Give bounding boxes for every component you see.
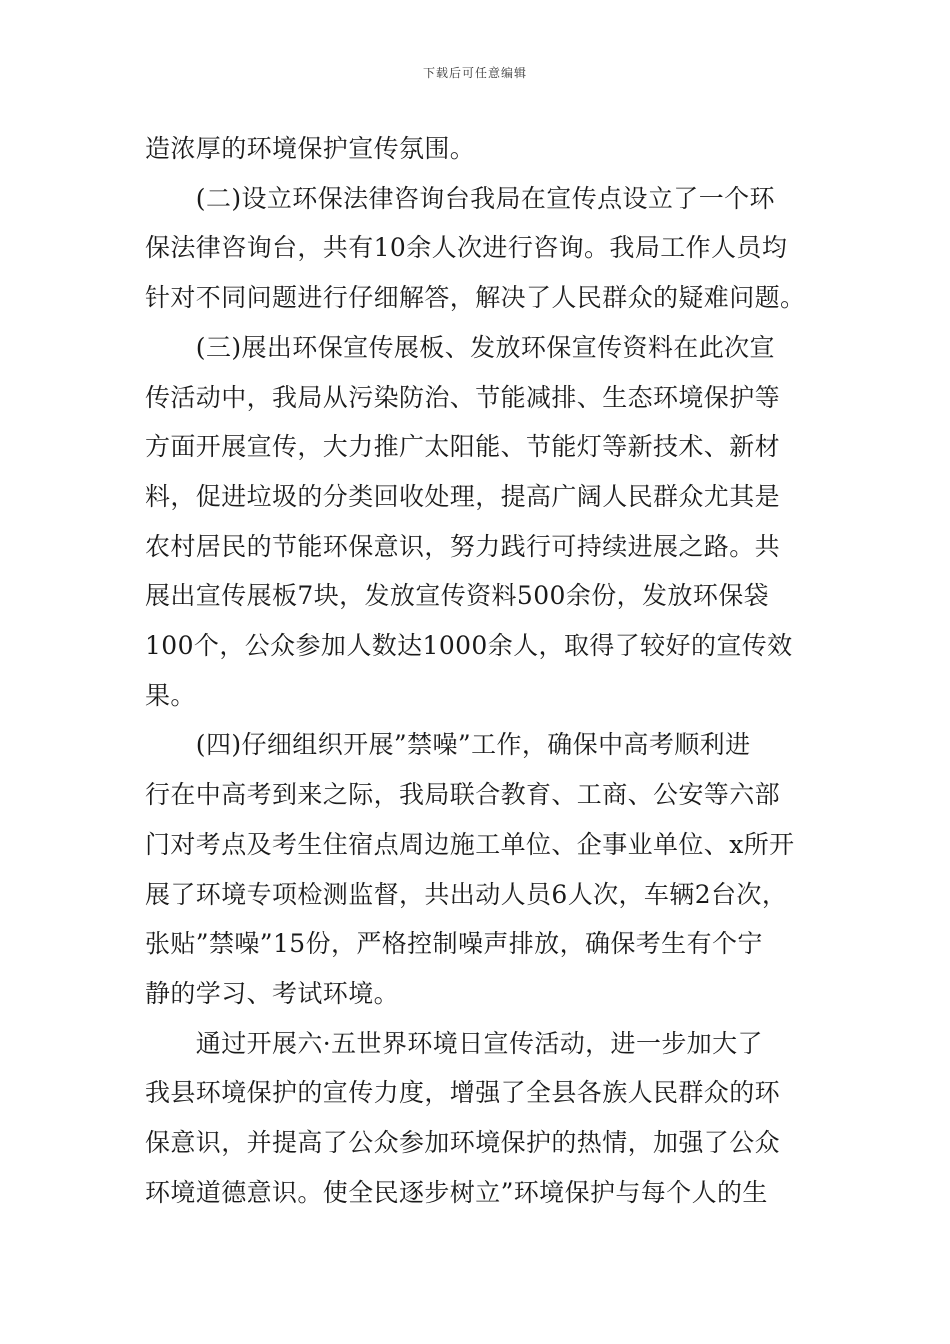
paragraph-noise-control: (四)仔细组织开展”禁噪”工作，确保中高考顺利进 行在中高考到来之际，我局联合教育、工商、公安等六部 门对考点及考生住宿点周边施工单位、企事业单位、x所开 展了环境专项检测监督，共出动人员6人次，车辆2台次， 张贴”禁噪”15份，严格控制噪声排放，确保考生有个宁 静的学习、考试环境。	[145, 730, 795, 1008]
document-body	[145, 124, 809, 1217]
page-header-note: 下载后可任意编辑	[422, 66, 527, 80]
paragraph-legal-consultation: (二)设立环保法律咨询台我局在宣传点设立了一个环 保法律咨询台，共有10余人次进行咨询。我局工作人员均 针对不同问题进行仔细解答，解决了人民群众的疑难问题。	[145, 183, 806, 313]
paragraph-summary: 通过开展六·五世界环境日宣传活动，进一步加大了 我县环境保护的宣传力度，增强了全县各族人民群众的环 保意识，并提高了公众参加环境保护的热情，加强了公众 环境道德意识。使全民逐步树立”环境保护与每个人的生	[145, 1028, 781, 1207]
paragraph-exhibition-boards: (三)展出环保宣传展板、发放环保宣传资料在此次宣 传活动中，我局从污染防治、节能减排、生态环境保护等 方面开展宣传，大力推广太阳能、节能灯等新技术、新材 料，促进垃圾的分类回收处理，提高广阔人民群众尤其是 农村居民的节能环保意识，努力践行可持续进展之路。共 展出宣传展板7块，发放宣传资料500余份，发放环保袋 100个，公众参加人数达1000余人，取得了较好的宣传效 果。	[145, 332, 793, 710]
paragraph-continuation: 造浓厚的环境保护宣传氛围。	[145, 134, 476, 163]
